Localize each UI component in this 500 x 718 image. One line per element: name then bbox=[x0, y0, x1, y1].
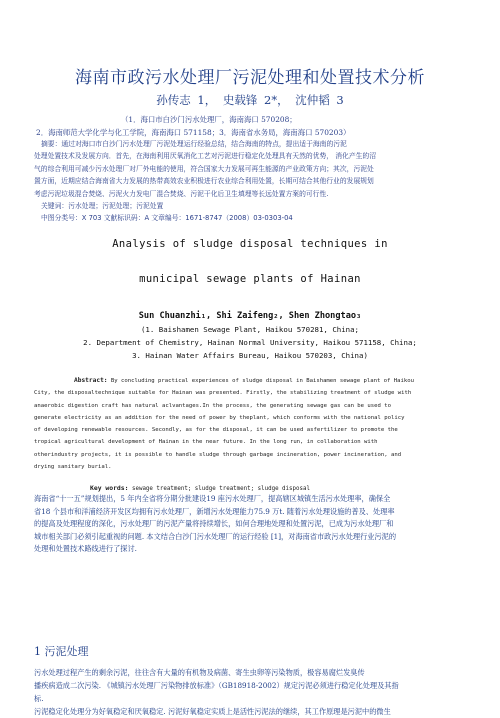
body-line: 处理和处置技术路线进行了探讨. bbox=[34, 544, 137, 554]
abstract-line: drying sanitary burial. bbox=[34, 464, 112, 471]
abstract-label: Abstract: bbox=[74, 377, 108, 384]
abstract-line: 置方面，近期应结合海南省大力发展的热带高效农业积极进行农业综合利用处置，长期可结合其他行业的发展规划 bbox=[34, 177, 374, 186]
abstract-line: anaerobic digestion craft has natural aclvantages.In the process, the generating sewage gas can be used to bbox=[34, 402, 391, 409]
section-1-paragraph bbox=[34, 666, 474, 718]
classification-number: 中图分类号：X 703 文献标识码：A 文章编号：1671-8747（2008）03-0303-04 bbox=[41, 214, 293, 223]
body-line: 海南省“十一五”规划提出，5 年内全省将分期分批建设19 座污水处理厂，提高辖区城镇生活污水处理率，确保全 bbox=[34, 494, 391, 503]
abstract-line: tropical agricultural development of Hainan in the near future. In the long run, in collaboration with bbox=[34, 439, 378, 446]
english-affiliation-line-3: 3. Hainan Water Affairs Bureau, Haikou 570203, China) bbox=[132, 351, 368, 360]
body-line: 标. bbox=[34, 694, 44, 703]
keywords-value: sewage treatment; sludge treatment; sludge disposal bbox=[128, 486, 310, 492]
chinese-abstract bbox=[34, 138, 474, 225]
keywords-label: Key words: bbox=[90, 484, 129, 492]
abstract-line: 摘要：通过对海口市白沙门污水处理厂污泥处理运行经验总结，结合海南的特点，提出适于海南的污泥 bbox=[41, 140, 347, 148]
english-affiliation-line-1: (1. Baishamen Sewage Plant, Haikou 570281, China; bbox=[140, 325, 360, 334]
english-title-line-2: municipal sewage plants of Hainan bbox=[139, 273, 361, 285]
english-author-list: Sun Chuanzhi₁, Shi Zaifeng₂, Shen Zhongtao₃ bbox=[138, 311, 362, 321]
abstract-line: generate electricity as an addition for the need of power by theplant, which conforms with the national policy bbox=[34, 414, 405, 421]
abstract-line: 考虑污泥垃圾混合焚烧、污泥火力发电厂混合焚烧、污泥干化后卫生填埋等长远处置方案的可行性. bbox=[34, 189, 329, 198]
abstract-line: 气的综合利用可减少污水处理厂对厂外电能的使用，符合国家大力发展可再生能源的产业政策方向；其次，污泥处 bbox=[34, 164, 374, 173]
abstract-line: City, the disposaltechnique suitable for Hainan was presented. Firstly, the stabilizing treatment of sludge with bbox=[34, 390, 412, 397]
section-heading: 1 污泥处理 bbox=[34, 645, 89, 658]
english-title-line-1: Analysis of sludge disposal techniques in bbox=[112, 238, 388, 250]
body-line: 省18 个县市和洋浦经济开发区均拥有污水处理厂，新增污水处理能力75.9 万t. 随着污水处理设施的普及、处理率 bbox=[34, 506, 395, 516]
chinese-keywords: 关键词：污水处理；污泥处理；污泥处置 bbox=[41, 201, 164, 210]
abstract-line: of developing renewable resources. Secondly, as for the disposal, it can be used asfertilizer to promote the bbox=[34, 427, 398, 434]
affiliation-line-1: （1．海口市白沙门污水处理厂，海南海口 570208； bbox=[121, 115, 297, 124]
author-list: 孙传志 1， 史载锋 2*， 沈仲韬 3 bbox=[156, 93, 344, 107]
english-abstract bbox=[34, 375, 474, 473]
body-line: 污泥稳定化处理分为好氧稳定和厌氧稳定. 污泥好氧稳定实质上是活性污泥法的继续，其工作原理是污泥中的微生 bbox=[34, 707, 391, 716]
english-affiliation-line-2: 2. Department of Chemistry, Hainan Normal University, Haikou 571158, China; bbox=[83, 338, 417, 347]
body-line: 的提高及处理程度的深化，污水处理厂的污泥产量将持续增长，如何合理地处理和处置污泥，已成为污水处理厂和 bbox=[34, 519, 394, 529]
abstract-line: 处理处置技术及发展方向．首先，在海南利用厌氧消化工艺对污泥进行稳定化处理具有天然的优势， 消化产生的沼 bbox=[34, 152, 377, 161]
paper-title: 海南市政污水处理厂污泥处理和处置技术分析 bbox=[75, 68, 425, 88]
body-line: 污水处理过程产生的剩余污泥，往往含有大量的有机物及病菌、寄生虫卵等污染物质，极容易腐烂发臭传 bbox=[34, 668, 365, 677]
abstract-line: By concluding practical experiences of sludge disposal in Baishamen sewage plant of Haikou bbox=[107, 378, 414, 384]
abstract-line: otherindustry projects, it is possible to handle sludge through garbage incineration, power incineration, and bbox=[34, 451, 402, 458]
body-line: 播疾病造成二次污染. 《城镇污水处理厂污染物排放标准》（GB18918-2002）规定污泥必须进行稳定化处理及其指 bbox=[34, 681, 399, 690]
body-line: 城市相关部门必须引起重视的问题. 本文结合白沙门污水处理厂的运行经验 [1]，对海南省市政污水处理行业污泥的 bbox=[34, 531, 397, 541]
affiliation-line-2: 2．海南师范大学化学与化工学院，海南海口 571158；3．海南省水务局，海南海口 570203） bbox=[36, 128, 351, 137]
english-keywords bbox=[90, 484, 310, 492]
introduction-paragraph bbox=[34, 493, 474, 556]
